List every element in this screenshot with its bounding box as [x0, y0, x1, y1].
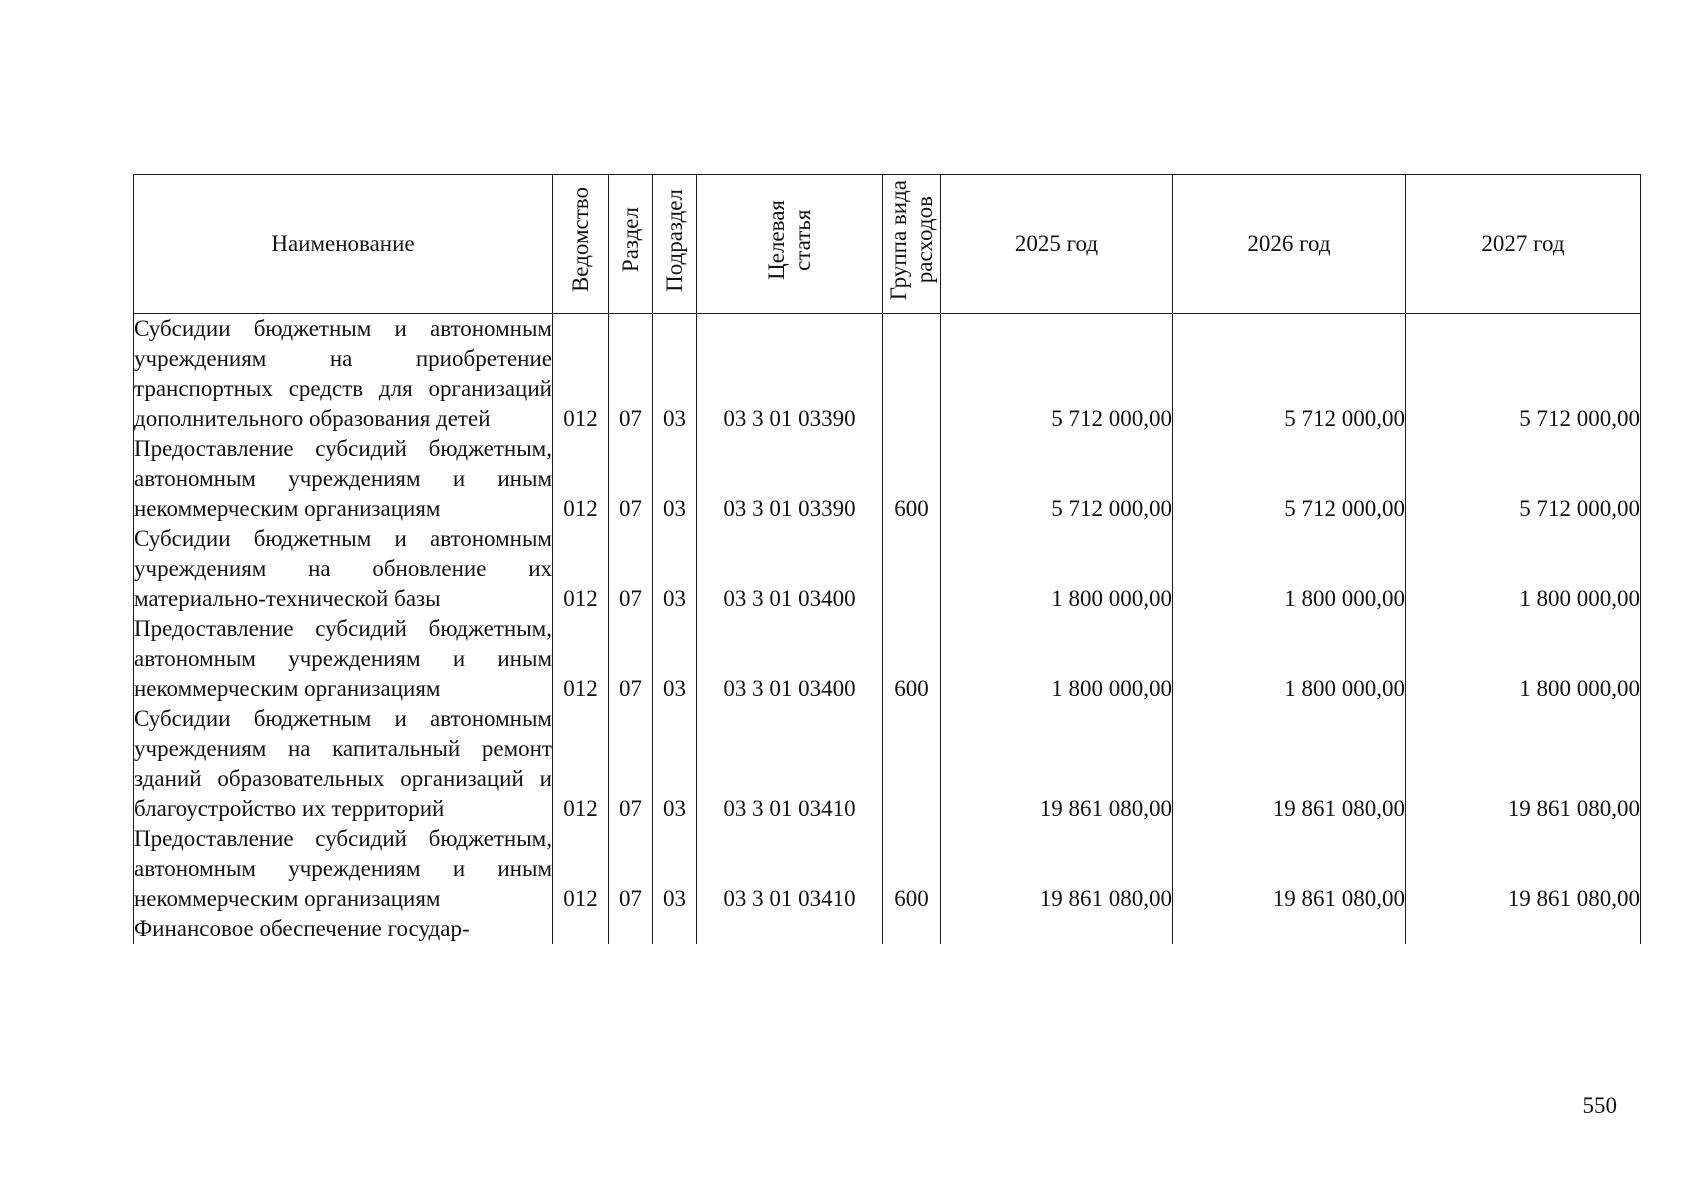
row-amount-2026: 5 712 000,00: [1173, 434, 1406, 524]
row-gruppa-vida: [883, 704, 941, 824]
row-razdel: 07: [609, 434, 653, 524]
header-gruppa-line2: расходов: [911, 196, 937, 284]
row-razdel: [609, 914, 653, 944]
header-gruppa-line1: Группа вида: [885, 179, 911, 301]
row-amount-2027: [1406, 914, 1641, 944]
row-celevaya-statya: 03 3 01 03410: [697, 704, 883, 824]
row-podrazdel: 03: [653, 434, 697, 524]
row-gruppa-vida: [883, 314, 941, 435]
row-amount-2025: 1 800 000,00: [941, 524, 1173, 614]
row-amount-2027: 1 800 000,00: [1406, 614, 1641, 704]
row-amount-2027: 5 712 000,00: [1406, 434, 1641, 524]
table-row: [134, 524, 1641, 614]
row-amount-2025: [941, 914, 1173, 944]
row-celevaya-statya: 03 3 01 03390: [697, 314, 883, 435]
row-amount-2026: 19 861 080,00: [1173, 704, 1406, 824]
row-podrazdel: 03: [653, 314, 697, 435]
row-vedomstvo: 012: [553, 704, 609, 824]
header-gruppa-vida-label: [886, 180, 938, 300]
row-amount-2026: 5 712 000,00: [1173, 314, 1406, 435]
header-podrazdel: [653, 175, 697, 314]
header-celevaya-statya: [697, 175, 883, 314]
row-gruppa-vida: 600: [883, 434, 941, 524]
row-gruppa-vida: [883, 914, 941, 944]
header-razdel: [609, 175, 653, 314]
row-vedomstvo: 012: [553, 524, 609, 614]
table-row: [134, 314, 1641, 435]
header-celevaya-line2: статья: [789, 209, 815, 271]
row-amount-2027: 19 861 080,00: [1406, 704, 1641, 824]
row-podrazdel: 03: [653, 824, 697, 914]
header-year-2025: 2025 год: [941, 175, 1173, 314]
row-amount-2027: 5 712 000,00: [1406, 314, 1641, 435]
row-amount-2027: 1 800 000,00: [1406, 524, 1641, 614]
header-vedomstvo-label: Ведомство: [567, 187, 593, 293]
row-amount-2026: [1173, 914, 1406, 944]
row-razdel: 07: [609, 704, 653, 824]
header-razdel-label: Раздел: [617, 207, 643, 273]
row-podrazdel: [653, 914, 697, 944]
row-amount-2025: 1 800 000,00: [941, 614, 1173, 704]
row-vedomstvo: 012: [553, 824, 609, 914]
budget-table: [133, 174, 1641, 944]
row-amount-2027: 19 861 080,00: [1406, 824, 1641, 914]
row-celevaya-statya: 03 3 01 03390: [697, 434, 883, 524]
row-amount-2025: 5 712 000,00: [941, 314, 1173, 435]
row-razdel: 07: [609, 824, 653, 914]
table-row: [134, 614, 1641, 704]
header-celevaya-line1: Целевая: [763, 200, 789, 280]
row-name: Финансовое обеспечение государ-: [134, 914, 553, 944]
page-number: 550: [1582, 1093, 1617, 1118]
table-row: [134, 914, 1641, 944]
header-year-2027: 2027 год: [1406, 175, 1641, 314]
row-name: Субсидии бюджетным и автономным учреждениям на капитальный ремонт зданий образовательных организаций и благоустройство их территорий: [134, 704, 553, 824]
header-vedomstvo: [553, 175, 609, 314]
row-vedomstvo: 012: [553, 614, 609, 704]
row-vedomstvo: 012: [553, 314, 609, 435]
row-amount-2025: 19 861 080,00: [941, 704, 1173, 824]
table-row: [134, 824, 1641, 914]
row-name: Предоставление субсидий бюджетным, автономным учреждениям и иным некоммерческим организациям: [134, 824, 553, 914]
row-vedomstvo: [553, 914, 609, 944]
row-amount-2025: 19 861 080,00: [941, 824, 1173, 914]
row-amount-2026: 1 800 000,00: [1173, 614, 1406, 704]
row-razdel: 07: [609, 524, 653, 614]
row-podrazdel: 03: [653, 524, 697, 614]
row-vedomstvo: 012: [553, 434, 609, 524]
row-razdel: 07: [609, 614, 653, 704]
row-gruppa-vida: 600: [883, 614, 941, 704]
row-celevaya-statya: 03 3 01 03400: [697, 614, 883, 704]
row-name: Субсидии бюджетным и автономным учреждениям на приобретение транспортных средств для организаций дополнительного образования детей: [134, 314, 553, 435]
row-celevaya-statya: [697, 914, 883, 944]
row-celevaya-statya: 03 3 01 03400: [697, 524, 883, 614]
row-amount-2026: 1 800 000,00: [1173, 524, 1406, 614]
header-name: Наименование: [134, 175, 553, 314]
header-podrazdel-label: Подраздел: [661, 188, 687, 292]
header-gruppa-vida: [883, 175, 941, 314]
row-razdel: 07: [609, 314, 653, 435]
table-row: [134, 434, 1641, 524]
row-podrazdel: 03: [653, 614, 697, 704]
row-name: Предоставление субсидий бюджетным, автономным учреждениям и иным некоммерческим организациям: [134, 434, 553, 524]
row-amount-2026: 19 861 080,00: [1173, 824, 1406, 914]
row-gruppa-vida: [883, 524, 941, 614]
table-row: [134, 704, 1641, 824]
table-body: [134, 314, 1641, 945]
header-year-2026: 2026 год: [1173, 175, 1406, 314]
row-celevaya-statya: 03 3 01 03410: [697, 824, 883, 914]
header-celevaya-statya-label: [764, 200, 816, 280]
row-amount-2025: 5 712 000,00: [941, 434, 1173, 524]
row-podrazdel: 03: [653, 704, 697, 824]
table-header: [134, 175, 1641, 314]
row-gruppa-vida: 600: [883, 824, 941, 914]
row-name: Субсидии бюджетным и автономным учреждениям на обновление их материально-технической базы: [134, 524, 553, 614]
row-name: Предоставление субсидий бюджетным, автономным учреждениям и иным некоммерческим организациям: [134, 614, 553, 704]
